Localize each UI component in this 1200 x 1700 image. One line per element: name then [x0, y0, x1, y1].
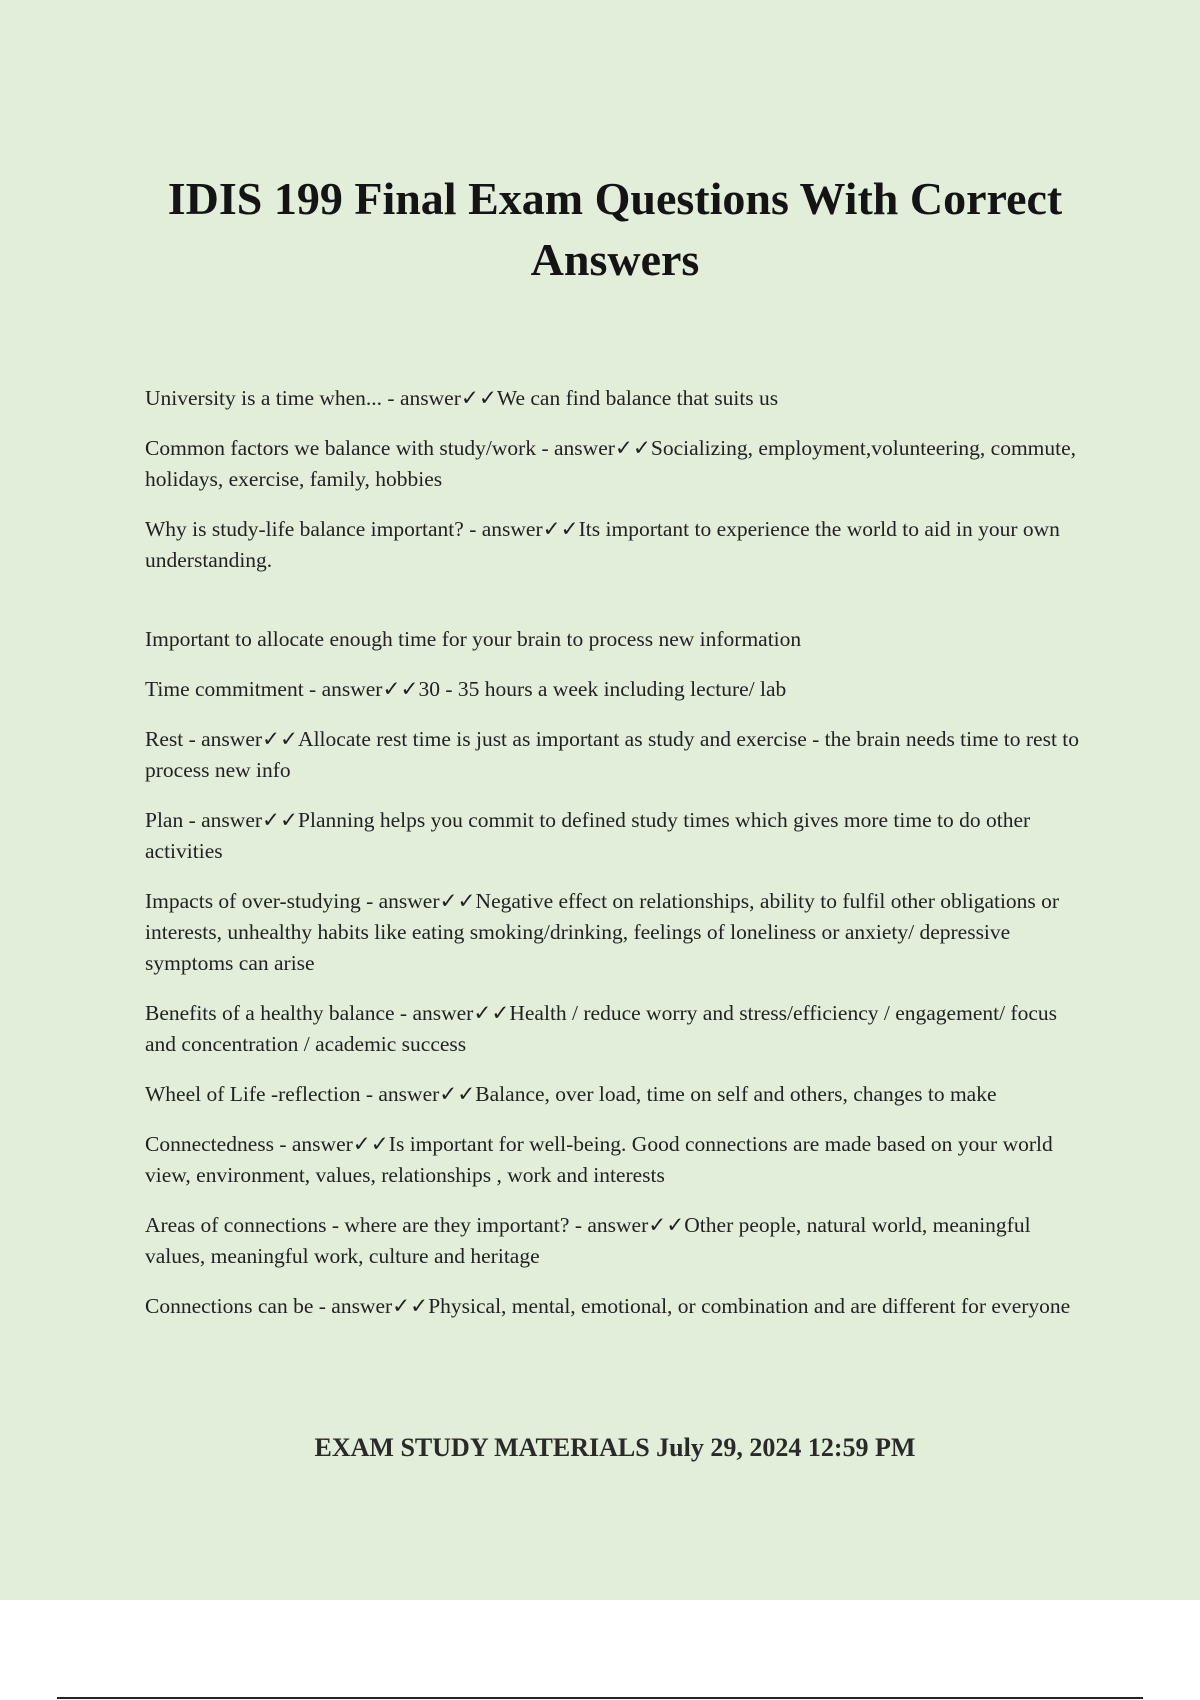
qa-item: Connectedness - answer✓✓Is important for well-being. Good connections are made based on your world view, environment, values, relationships , work and interests [145, 1132, 1053, 1187]
qa-item: Why is study-life balance important? - answer✓✓Its important to experience the world to aid in your own understanding. [145, 517, 1060, 572]
footer-note: EXAM STUDY MATERIALS July 29, 2024 12:59 PM [314, 1433, 916, 1462]
qa-item: Areas of connections - where are they important? - answer✓✓Other people, natural world, meaningful values, meaningful work, culture and heritage [145, 1213, 1031, 1268]
page-divider [57, 1697, 1143, 1699]
qa-item: Important to allocate enough time for your brain to process new information [145, 627, 802, 651]
qa-item: Common factors we balance with study/work - answer✓✓Socializing, employment,volunteering, commute, holidays, exercise, family, hobbies [145, 436, 1077, 491]
qa-item: Benefits of a healthy balance - answer✓✓Health / reduce worry and stress/efficiency / engagement/ focus and concentration / academic success [145, 1001, 1057, 1056]
qa-item: Time commitment - answer✓✓30 - 35 hours a week including lecture/ lab [145, 677, 787, 701]
qa-item: University is a time when... - answer✓✓We can find balance that suits us [145, 386, 779, 410]
qa-item: Rest - answer✓✓Allocate rest time is just as important as study and exercise - the brain needs time to rest to process new info [145, 727, 1080, 782]
qa-item: Impacts of over-studying - answer✓✓Negative effect on relationships, ability to fulfil other obligations or interests, unhealthy habits like eating smoking/drinking, feelings of loneliness or anxiety/ depressive symptoms can arise [145, 889, 1060, 975]
qa-item: Connections can be - answer✓✓Physical, mental, emotional, or combination and are different for everyone [145, 1294, 1071, 1318]
qa-item: Plan - answer✓✓Planning helps you commit to defined study times which gives more time to do other activities [145, 808, 1031, 863]
document-title: IDIS 199 Final Exam Questions With Correct Answers [167, 173, 1063, 285]
qa-list [145, 383, 1090, 1341]
qa-item: Wheel of Life -reflection - answer✓✓Balance, over load, time on self and others, changes to make [145, 1082, 997, 1106]
